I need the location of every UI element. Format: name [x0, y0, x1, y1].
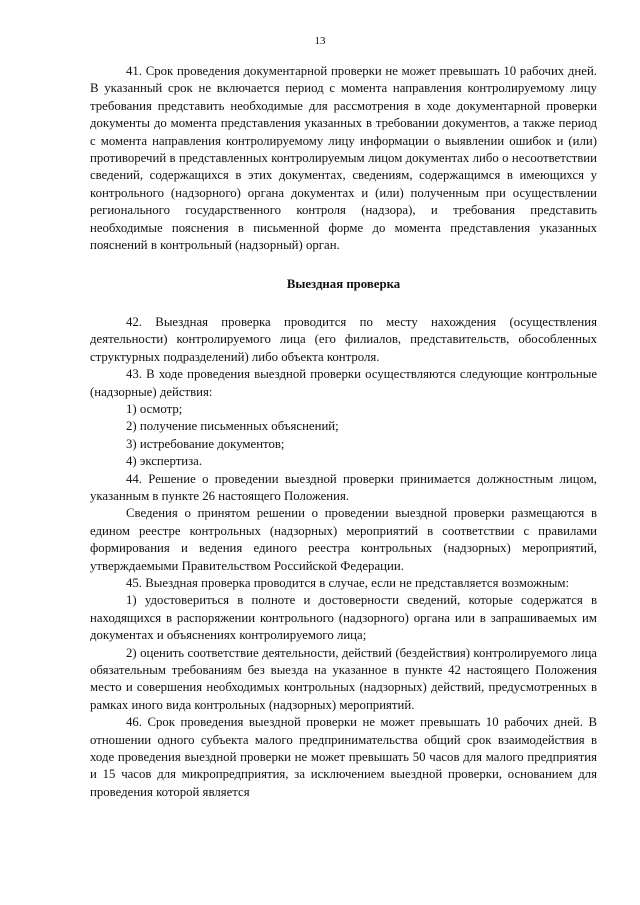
paragraph-42: 42. Выездная проверка проводится по месту нахождения (осуществления деятельности) контролируемого лица (его филиалов, представительств, обособленных структурных подразделений) либо объекта контроля. [90, 314, 597, 364]
list-item: 2) оценить соответствие деятельности, действий (бездействия) контролируемого лица обязательным требованиям без выезда на указанное в пункте 42 настоящего Положения место и совершения необходимых контрольных (надзорных) действий, предусмотренных в рамках иного вида контрольных (надзорных) мероприятий. [90, 645, 597, 712]
paragraph-45: 45. Выездная проверка проводится в случае, если не представляется возможным: [126, 575, 570, 590]
paragraph-44-registry: Сведения о принятом решении о проведении выездной проверки размещаются в едином реестре контрольных (надзорных) мероприятий в соответствии с правилами формирования и ведения единого реестра контрольных (надзорных) мероприятий, утверждаемыми Правительством Российской Федерации. [90, 506, 597, 573]
paragraph-41: 41. Срок проведения документарной проверки не может превышать 10 рабочих дней. В указанный срок не включается период с момента направления контролируемому лицу требования представить необходимые для рассмотрения в ходе документарной проверки документы до момента представления указанных в требовании документов, а также период с момента направления контролируемому лицу информации о выявлении ошибок и (или) противоречий в представленных контролируемым лицом документах либо о несоответствии сведений, содержащихся в этих документах, сведениям, содержащимся в имеющихся у контрольного (надзорного) органа документах и (или) полученным при осуществлении регионального государственного контроля (надзора), и требования представить необходимые пояснения в письменной форме до момента представления указанных пояснений в контрольный (надзорный) орган. [90, 64, 597, 253]
list-item: 4) экспертиза. [126, 454, 203, 469]
section-heading: Выездная проверка [286, 277, 401, 292]
paragraph-44: 44. Решение о проведении выездной проверки принимается должностным лицом, указанным в пункте 26 настоящего Положения. [90, 471, 597, 503]
paragraph-46: 46. Срок проведения выездной проверки не может превышать 10 рабочих дней. В отношении одного субъекта малого предпринимательства общий срок взаимодействия в ходе проведения выездной проверки не может превышать 50 часов для малого предприятия и 15 часов для микропредприятия, за исключением выездной проверки, основанием для проведения которой является [90, 715, 597, 799]
page-number: 13 [314, 35, 326, 47]
list-item: 1) осмотр; [126, 401, 183, 416]
paragraph-43: 43. В ходе проведения выездной проверки осуществляются следующие контрольные (надзорные) действия: [90, 367, 597, 399]
list-item: 2) получение письменных объяснений; [126, 419, 339, 434]
document-body [90, 63, 597, 801]
list-item: 1) удостовериться в полноте и достоверности сведений, которые содержатся в находящихся в распоряжении контрольного (надзорного) органа или в запрашиваемых им документах и объяснениях контролируемого лица; [90, 593, 597, 643]
list-item: 3) истребование документов; [126, 436, 285, 451]
